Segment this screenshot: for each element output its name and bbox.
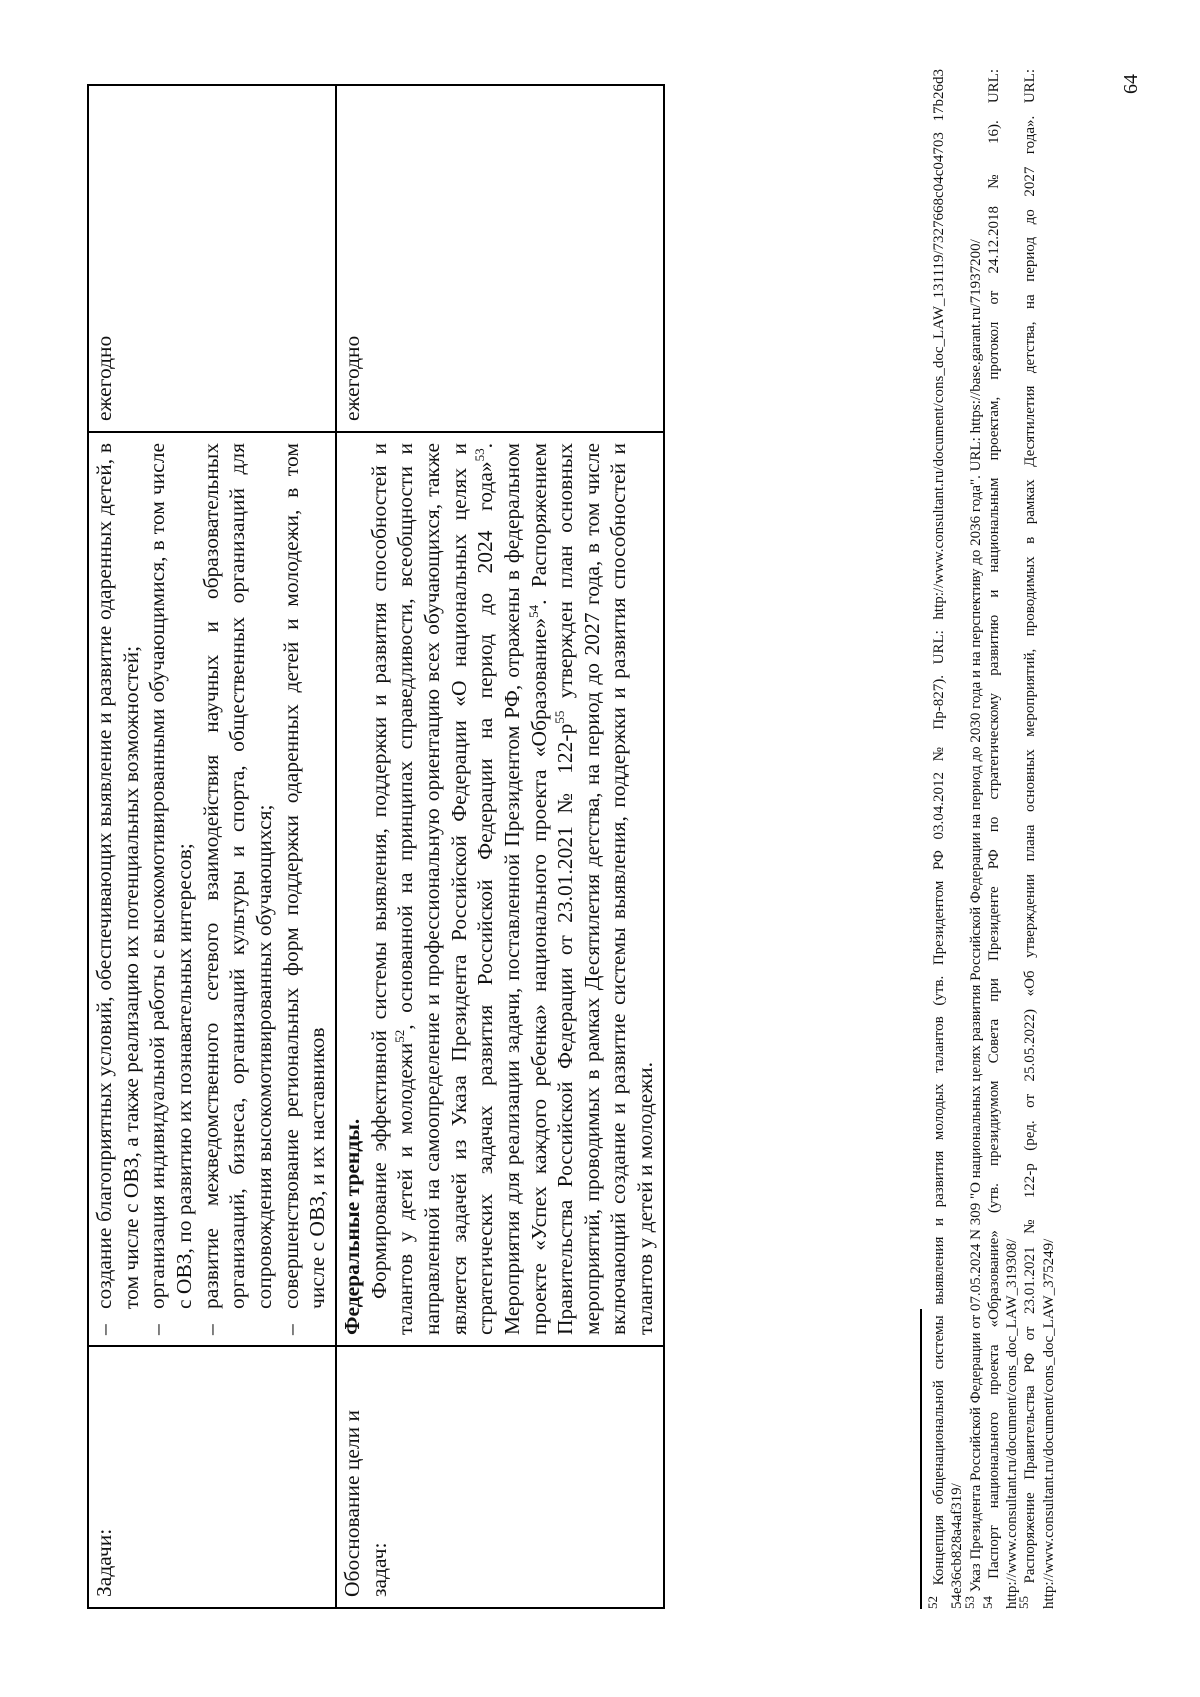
footnote-number: 52 — [925, 1596, 940, 1609]
footnote-ref[interactable]: 52 — [392, 1029, 408, 1043]
task-text: организация индивидуальной работы с высокомотивированными обучающимися, в том числе с ОВЗ, по развитию их познавательных интересов; — [145, 443, 196, 1309]
section-heading: Федеральные тренды. — [339, 1118, 364, 1335]
task-item — [144, 443, 197, 1335]
footnote — [961, 69, 985, 1609]
list-dash: – — [145, 1324, 170, 1335]
task-text: развитие межведомственного сетевого взаимодействия научных и образовательных организаций, бизнеса, организаций культуры и спорта, общественных организаций для сопровождения высокомотивированных обучающихся; — [198, 443, 276, 1309]
footnote-number: 54 — [979, 1596, 995, 1609]
footnote-text[interactable]: Паспорт национального проекта «Образование» (утв. президиумом Совета при Президенте РФ по стратегическому развитию и национальным проектам, протокол от 24.12.2018 № 16). URL: http://www.consultant.ru/document/cons_doc_LAW_319308/ — [985, 69, 1021, 1609]
term-cell-tasks: ежегодно — [88, 85, 336, 432]
task-item — [278, 443, 331, 1335]
footnote — [979, 69, 1022, 1609]
row-label-rationale: Обоснование цели и задач: — [336, 1346, 664, 1608]
list-dash: – — [278, 1324, 303, 1335]
footnote-ref[interactable]: 54 — [525, 604, 541, 618]
rationale-paragraph — [366, 443, 659, 1335]
footnote-text[interactable]: Указ Президента Российской Федерации от 07.05.2024 N 309 "О национальных целях развития Российской Федерации на период до 2030 года и на перспективу до 2036 года". URL: https://base.garant.ru/71937200/ — [967, 239, 984, 1596]
plan-table — [87, 84, 665, 1609]
task-item — [91, 443, 144, 1335]
footnote-text[interactable]: Распоряжение Правительства РФ от 23.01.2021 № 122-р (ред. от 25.05.2022) «Об утверждении плана основных мероприятий, проводимых в рамках Десятилетия детства, на период до 2027 года». URL: http://www.consultant.ru/document/cons_doc_LAW_375249/ — [1022, 69, 1057, 1609]
footnote — [925, 69, 967, 1609]
term-cell-rationale: ежегодно — [336, 85, 664, 432]
page-number: 64 — [1120, 74, 1142, 94]
task-text: совершенствование региональных форм поддержки одаренных детей и молодежи, в том числе с ОВЗ, и их наставников — [278, 443, 330, 1309]
tasks-cell — [88, 432, 336, 1346]
list-dash: – — [92, 1324, 116, 1335]
footnote — [1016, 69, 1058, 1609]
footnote-number: 55 — [1016, 1596, 1032, 1609]
footnote-ref[interactable]: 55 — [552, 710, 567, 724]
paragraph-text: . Мероприятия для реализации задачи, поставленной Президентом РФ, отражены в федеральном проекте «Успех каждого ребенка» национального проекта «Образование» — [473, 443, 551, 1335]
paragraph-text: , основанной на принципах справедливости, всеобщности и направленной на самоопределение и профессиональную ориентацию всех обучающихся, также является задачей из Указа Президента Российской Федерации «О национальных целях и стратегических задачах развития Российской Федерации на период до 2024 года» — [393, 443, 498, 1335]
footnotes — [925, 69, 1058, 1609]
row-label-tasks: Задачи: — [88, 1346, 336, 1608]
list-dash: – — [198, 1324, 223, 1335]
paragraph-text: Формирование эффективной системы выявления, поддержки и развития способностей и талантов у детей и молодежи — [366, 443, 418, 1335]
task-text: создание благоприятных условий, обеспечивающих выявление и развитие одаренных детей, в том числе с ОВЗ, а также реализацию их потенциальных возможностей; — [92, 443, 143, 1309]
footnote-separator — [920, 1309, 922, 1609]
footnote-number: 53 — [961, 1596, 977, 1609]
rationale-cell — [336, 432, 664, 1346]
task-item — [198, 443, 278, 1335]
footnote-text[interactable]: Концепция общенациональной системы выявления и развития молодых талантов (утв. Президентом РФ 03.04.2012 № Пр-827). URL: http://www.consultant.ru/document/cons_doc_LAW_131119/73276​68c04c04703 17b26d3 54e36cb828a4af319/ — [931, 69, 966, 1609]
footnote-ref[interactable]: 53 — [472, 448, 488, 462]
paragraph-text: утвержден план основных мероприятий, проводимых в рамках Десятилетия детства, на период до 2027 года, в том числе включающий создание и развитие системы выявления, поддержки и развития способностей и талантов у детей и молодежи. — [553, 442, 658, 1335]
table-row-rationale — [336, 85, 664, 1608]
table-row-tasks — [88, 85, 336, 1608]
paragraph-text: . Распоряжением Правительства Российской Федерации от 23.01.2021 № 122-р — [526, 443, 578, 1335]
